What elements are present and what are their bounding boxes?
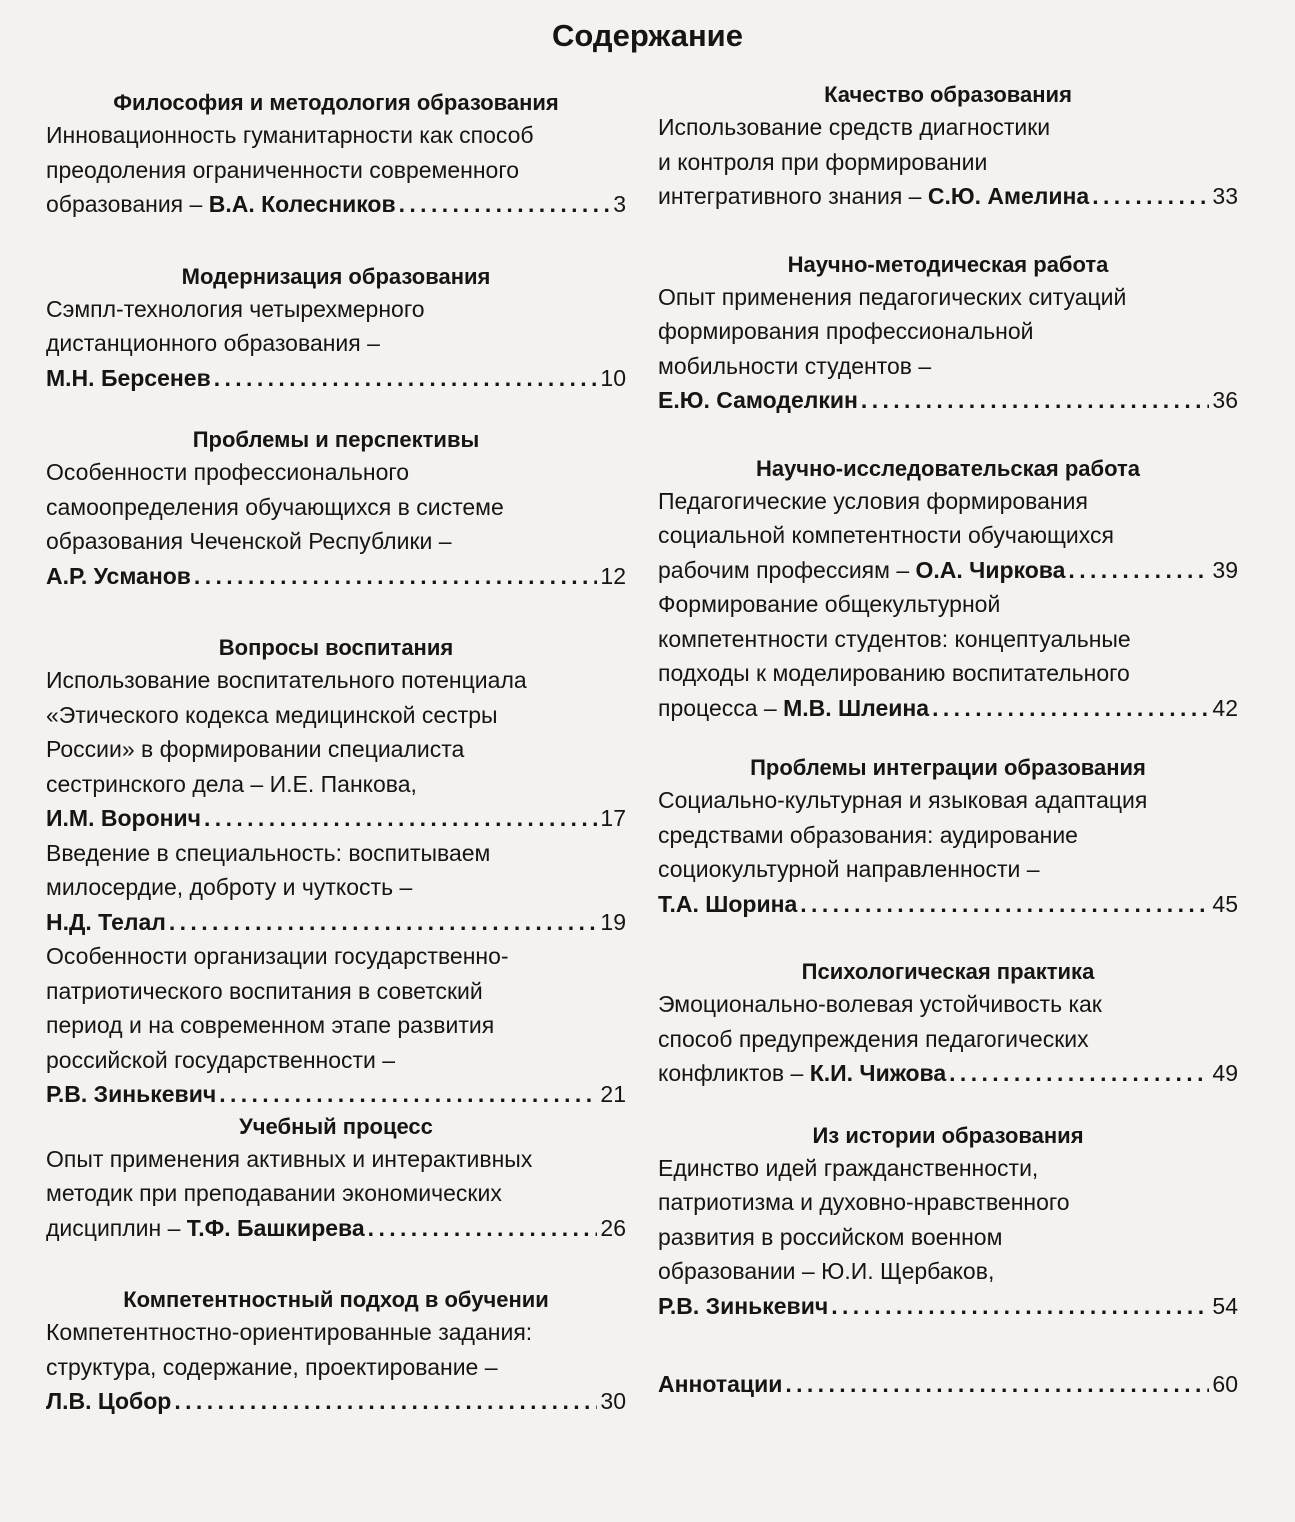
entry-author: М.Н. Берсенев [46, 364, 211, 391]
entry-title-line: структура, содержание, проектирование – [46, 1353, 498, 1380]
toc-entry[interactable] [658, 587, 1238, 725]
entry-title-line: Педагогические условия формирования [658, 487, 1088, 514]
entry-title-line: развития в российском военном [658, 1223, 1003, 1250]
entry-title-line: образования Чеченской Республики – [46, 528, 452, 554]
entry-title-line: социокультурной направленности – [658, 856, 1040, 882]
entry-title-line: средствами образования: аудирование [658, 821, 1078, 848]
page-number: 19 [600, 908, 626, 935]
page-number: 49 [1212, 1060, 1238, 1086]
page-number: 10 [600, 364, 626, 391]
entry-title-line: Формирование общекультурной [658, 591, 1001, 617]
entry-author: И.М. Воронич [46, 805, 202, 831]
entry-author: М.В. Шлеина [783, 694, 930, 721]
entry-title-line: Введение в специальность: воспитываем [46, 839, 491, 866]
section-heading: Учебный процесс [239, 1113, 433, 1139]
toc-entry[interactable] [658, 1367, 1238, 1402]
dot-leader [949, 1056, 1209, 1091]
page-number: 36 [1212, 387, 1238, 413]
toc-left-column [46, 80, 626, 1419]
dot-leader [214, 361, 598, 396]
page-number: 26 [600, 1214, 626, 1241]
dot-leader [861, 383, 1209, 418]
dot-leader [194, 559, 597, 594]
page-number: 21 [600, 1081, 626, 1107]
page-number: 12 [600, 562, 626, 589]
entry-title-prefix: дисциплин – [46, 1214, 187, 1241]
entry-title-line: мобильности студентов – [658, 352, 932, 379]
entry-title-line: патриотизма и духовно-нравственного [658, 1189, 1070, 1215]
section-heading: Научно-методическая работа [787, 251, 1109, 277]
section-heading: Научно-исследовательская работа [755, 455, 1141, 481]
entry-author: О.А. Чиркова [915, 556, 1066, 583]
entry-title-line: способ предупреждения педагогических [658, 1025, 1089, 1052]
toc-entry[interactable] [46, 455, 626, 593]
section-heading: Проблемы интеграции образования [750, 755, 1146, 780]
dot-leader [831, 1289, 1209, 1324]
entry-title-line: России» в формировании специалиста [46, 736, 465, 762]
toc-entry[interactable] [658, 110, 1238, 214]
entry-author: А.Р. Усманов [46, 562, 191, 589]
entry-author: Р.В. Зинькевич [658, 1292, 829, 1319]
entry-author: Аннотации [658, 1371, 783, 1397]
entry-title-line: дистанционного образования – [46, 330, 380, 356]
toc-entry[interactable] [46, 939, 626, 1112]
entry-title-line: «Этического кодекса медицинской сестры [46, 701, 498, 728]
entry-title-line: Эмоционально-волевая устойчивость как [658, 991, 1102, 1017]
dot-leader [174, 1384, 597, 1419]
toc-entry[interactable] [658, 1151, 1238, 1324]
entry-title-prefix: конфликтов – [658, 1060, 810, 1086]
entry-title-prefix: процесса – [658, 694, 784, 721]
entry-title-line: Использование воспитательного потенциала [46, 667, 527, 693]
toc-right-column [658, 80, 1238, 1402]
page-number: 45 [1212, 890, 1238, 917]
entry-title-line: российской государственности – [46, 1046, 396, 1073]
dot-leader [204, 801, 597, 836]
dot-leader [800, 887, 1209, 922]
section-heading: Психологическая практика [801, 959, 1095, 984]
entry-title-line: компетентности студентов: концептуальные [658, 625, 1131, 652]
entry-title-line: образовании – Ю.И. Щербаков, [658, 1258, 995, 1284]
toc-entry[interactable] [46, 1142, 626, 1246]
section-heading: Модернизация образования [181, 263, 491, 289]
dot-leader [169, 905, 598, 940]
entry-title-line: самоопределения обучающихся в системе [46, 493, 504, 520]
page-title: Содержание [552, 18, 743, 53]
toc-entry[interactable] [46, 663, 626, 836]
entry-author: С.Ю. Амелина [927, 183, 1090, 209]
entry-author: Л.В. Цобор [46, 1388, 172, 1414]
entry-title-prefix: рабочим профессиям – [658, 556, 916, 583]
entry-title-line: Компетентностно-ориентированные задания: [46, 1319, 533, 1345]
entry-title-line: и контроля при формировании [658, 148, 988, 175]
dot-leader [1068, 553, 1209, 588]
toc-entry[interactable] [658, 783, 1238, 921]
entry-title-line: Инновационность гуманитарности как способ [46, 122, 534, 148]
toc-entry[interactable] [46, 118, 626, 222]
page-number: 42 [1212, 694, 1238, 721]
entry-title-line: Опыт применения педагогических ситуаций [658, 283, 1127, 310]
entry-title-line: Сэмпл-технология четырехмерного [46, 295, 425, 322]
dot-leader [368, 1211, 598, 1246]
dot-leader [219, 1077, 597, 1112]
entry-author: Т.Ф. Башкирева [186, 1214, 365, 1241]
toc-entry[interactable] [658, 987, 1238, 1091]
page-number: 33 [1212, 183, 1238, 209]
entry-title-line: патриотического воспитания в советский [46, 977, 483, 1004]
entry-title-line: Единство идей гражданственности, [658, 1154, 1039, 1181]
entry-author: Н.Д. Телал [46, 908, 166, 935]
page-number: 54 [1212, 1292, 1238, 1319]
dot-leader [1092, 179, 1209, 214]
page-number: 17 [600, 805, 626, 831]
section-heading: Компетентностный подход в обучении [123, 1287, 549, 1312]
section-heading: Вопросы воспитания [218, 635, 454, 660]
page-number: 60 [1212, 1371, 1238, 1397]
toc-entry[interactable] [658, 484, 1238, 588]
entry-title-prefix: интегративного знания – [658, 183, 928, 209]
entry-title-line: социальной компетентности обучающихся [658, 522, 1114, 548]
dot-leader [399, 187, 611, 222]
section-heading: Качество образования [824, 82, 1072, 107]
page-number: 3 [613, 191, 626, 217]
entry-title-line: преодоления ограниченности современного [46, 156, 520, 183]
entry-title-line: подходы к моделированию воспитательного [658, 660, 1130, 686]
entry-author: Т.А. Шорина [658, 890, 798, 917]
entry-author: К.И. Чижова [809, 1060, 947, 1086]
section-heading: Из истории образования [812, 1122, 1084, 1148]
dot-leader [932, 691, 1209, 726]
entry-author: В.А. Колесников [208, 191, 396, 217]
dot-leader [785, 1367, 1209, 1402]
page-number: 30 [600, 1388, 626, 1414]
entry-author: Е.Ю. Самоделкин [658, 387, 858, 413]
entry-title-line: сестринского дела – И.Е. Панкова, [46, 770, 417, 797]
section-heading: Проблемы и перспективы [192, 427, 480, 452]
entry-title-line: милосердие, доброту и чуткость – [46, 874, 413, 900]
entry-title-line: методик при преподавании экономических [46, 1180, 502, 1206]
entry-title-line: Особенности профессионального [46, 459, 410, 485]
entry-title-prefix: образования – [46, 191, 209, 217]
toc-entry[interactable] [46, 1315, 626, 1419]
entry-author: Р.В. Зинькевич [46, 1081, 217, 1107]
entry-title-line: формирования профессиональной [658, 318, 1034, 344]
toc-entry[interactable] [46, 836, 626, 940]
toc-entry[interactable] [658, 280, 1238, 418]
page-number: 39 [1212, 556, 1238, 583]
toc-entry[interactable] [46, 292, 626, 396]
entry-title-line: Использование средств диагностики [658, 114, 1051, 140]
entry-title-line: Опыт применения активных и интерактивных [46, 1145, 533, 1172]
entry-title-line: Особенности организации государственно- [46, 943, 509, 969]
entry-title-line: период и на современном этапе развития [46, 1012, 495, 1038]
entry-title-line: Социально-культурная и языковая адаптация [658, 787, 1148, 813]
section-heading: Философия и методология образования [113, 90, 559, 115]
